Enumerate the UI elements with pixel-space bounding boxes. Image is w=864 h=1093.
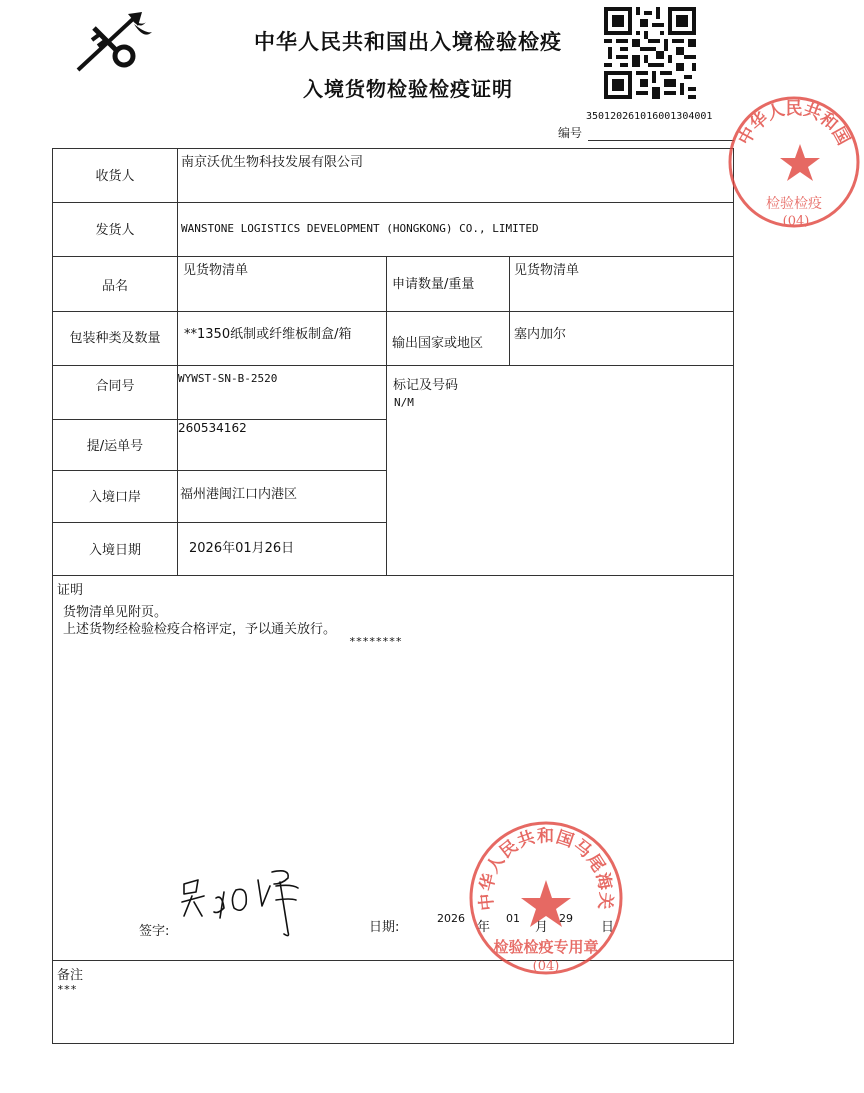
entry-date-value: 2026年01月26日: [189, 541, 295, 556]
entry-date-label: 入境日期: [88, 543, 141, 558]
sign-date-month: 01: [506, 912, 520, 925]
contract-number-value: WYWST-SN-B-2520: [178, 372, 278, 385]
svg-text:中华人民共和国马尾海关: 中华人民共和国马尾海关: [476, 826, 616, 912]
consignee-label: 收货人: [95, 169, 135, 184]
number-underline: [588, 140, 734, 141]
sign-date-label: 日期:: [369, 920, 400, 935]
quantity-label: 申请数量/重量: [392, 277, 475, 292]
handwritten-signature: [180, 862, 320, 942]
consignee-value: 南京沃优生物科技发展有限公司: [181, 155, 364, 170]
packaging-value: **1350纸制或纤维板制盒/箱: [184, 327, 352, 342]
number-label: 编号: [558, 126, 583, 140]
remarks-heading: 备注: [57, 968, 84, 983]
document-subtitle: 入境货物检验检疫证明: [303, 77, 513, 101]
goods-name-value: 见货物清单: [183, 263, 249, 278]
origin-country-value: 塞内加尔: [514, 327, 567, 342]
sign-date-day: 29: [559, 912, 573, 925]
certificate-stars: ********: [349, 635, 402, 648]
sign-date-day-char: 日: [601, 920, 615, 935]
signature-label: 签字:: [139, 924, 170, 939]
consignor-label: 发货人: [95, 223, 135, 238]
marks-value: N/M: [394, 396, 414, 409]
remarks-value: ***: [57, 983, 77, 996]
qr-code-icon: [604, 7, 696, 99]
entry-port-value: 福州港闽江口内港区: [180, 487, 298, 502]
entry-port-label: 入境口岸: [88, 490, 141, 505]
sign-date-year: 2026: [437, 912, 465, 925]
certificate-heading: 证明: [57, 583, 84, 598]
certificate-line-2: 上述货物经检验检疫合格评定，予以通关放行。: [63, 622, 337, 637]
goods-name-label: 品名: [101, 279, 128, 294]
consignor-value: WANSTONE LOGISTICS DEVELOPMENT (HONGKONG) CO., LIMITED: [181, 222, 539, 235]
packaging-label: 包装种类及数量: [69, 331, 161, 346]
certificate-table: [52, 148, 734, 1044]
svg-text:检验检疫专用章: 检验检疫专用章: [493, 938, 599, 956]
origin-country-label: 输出国家或地区: [392, 336, 484, 351]
svg-text:中华人民共和国: 中华人民共和国: [734, 99, 854, 149]
document-title: 中华人民共和国出入境检验检疫: [254, 30, 562, 54]
svg-text:检验检疫: 检验检疫: [766, 196, 822, 212]
contract-number-label: 合同号: [95, 379, 135, 394]
inspection-seal-stamp: [466, 818, 626, 978]
bill-of-lading-value: 260534162: [178, 421, 247, 435]
marks-label: 标记及号码: [393, 378, 459, 393]
bill-of-lading-label: 提/运单号: [86, 439, 144, 454]
sign-date-month-char: 月: [535, 920, 549, 935]
inspection-seal-stamp-corner: [724, 92, 864, 232]
certificate-line-1: 货物清单见附页。: [63, 605, 168, 620]
quantity-value: 见货物清单: [514, 263, 580, 278]
svg-text:(04): (04): [532, 959, 560, 974]
svg-text:(04): (04): [782, 214, 810, 229]
sign-date-year-char: 年: [477, 920, 491, 935]
certificate-serial-number: 350120261016001304001: [586, 111, 713, 122]
